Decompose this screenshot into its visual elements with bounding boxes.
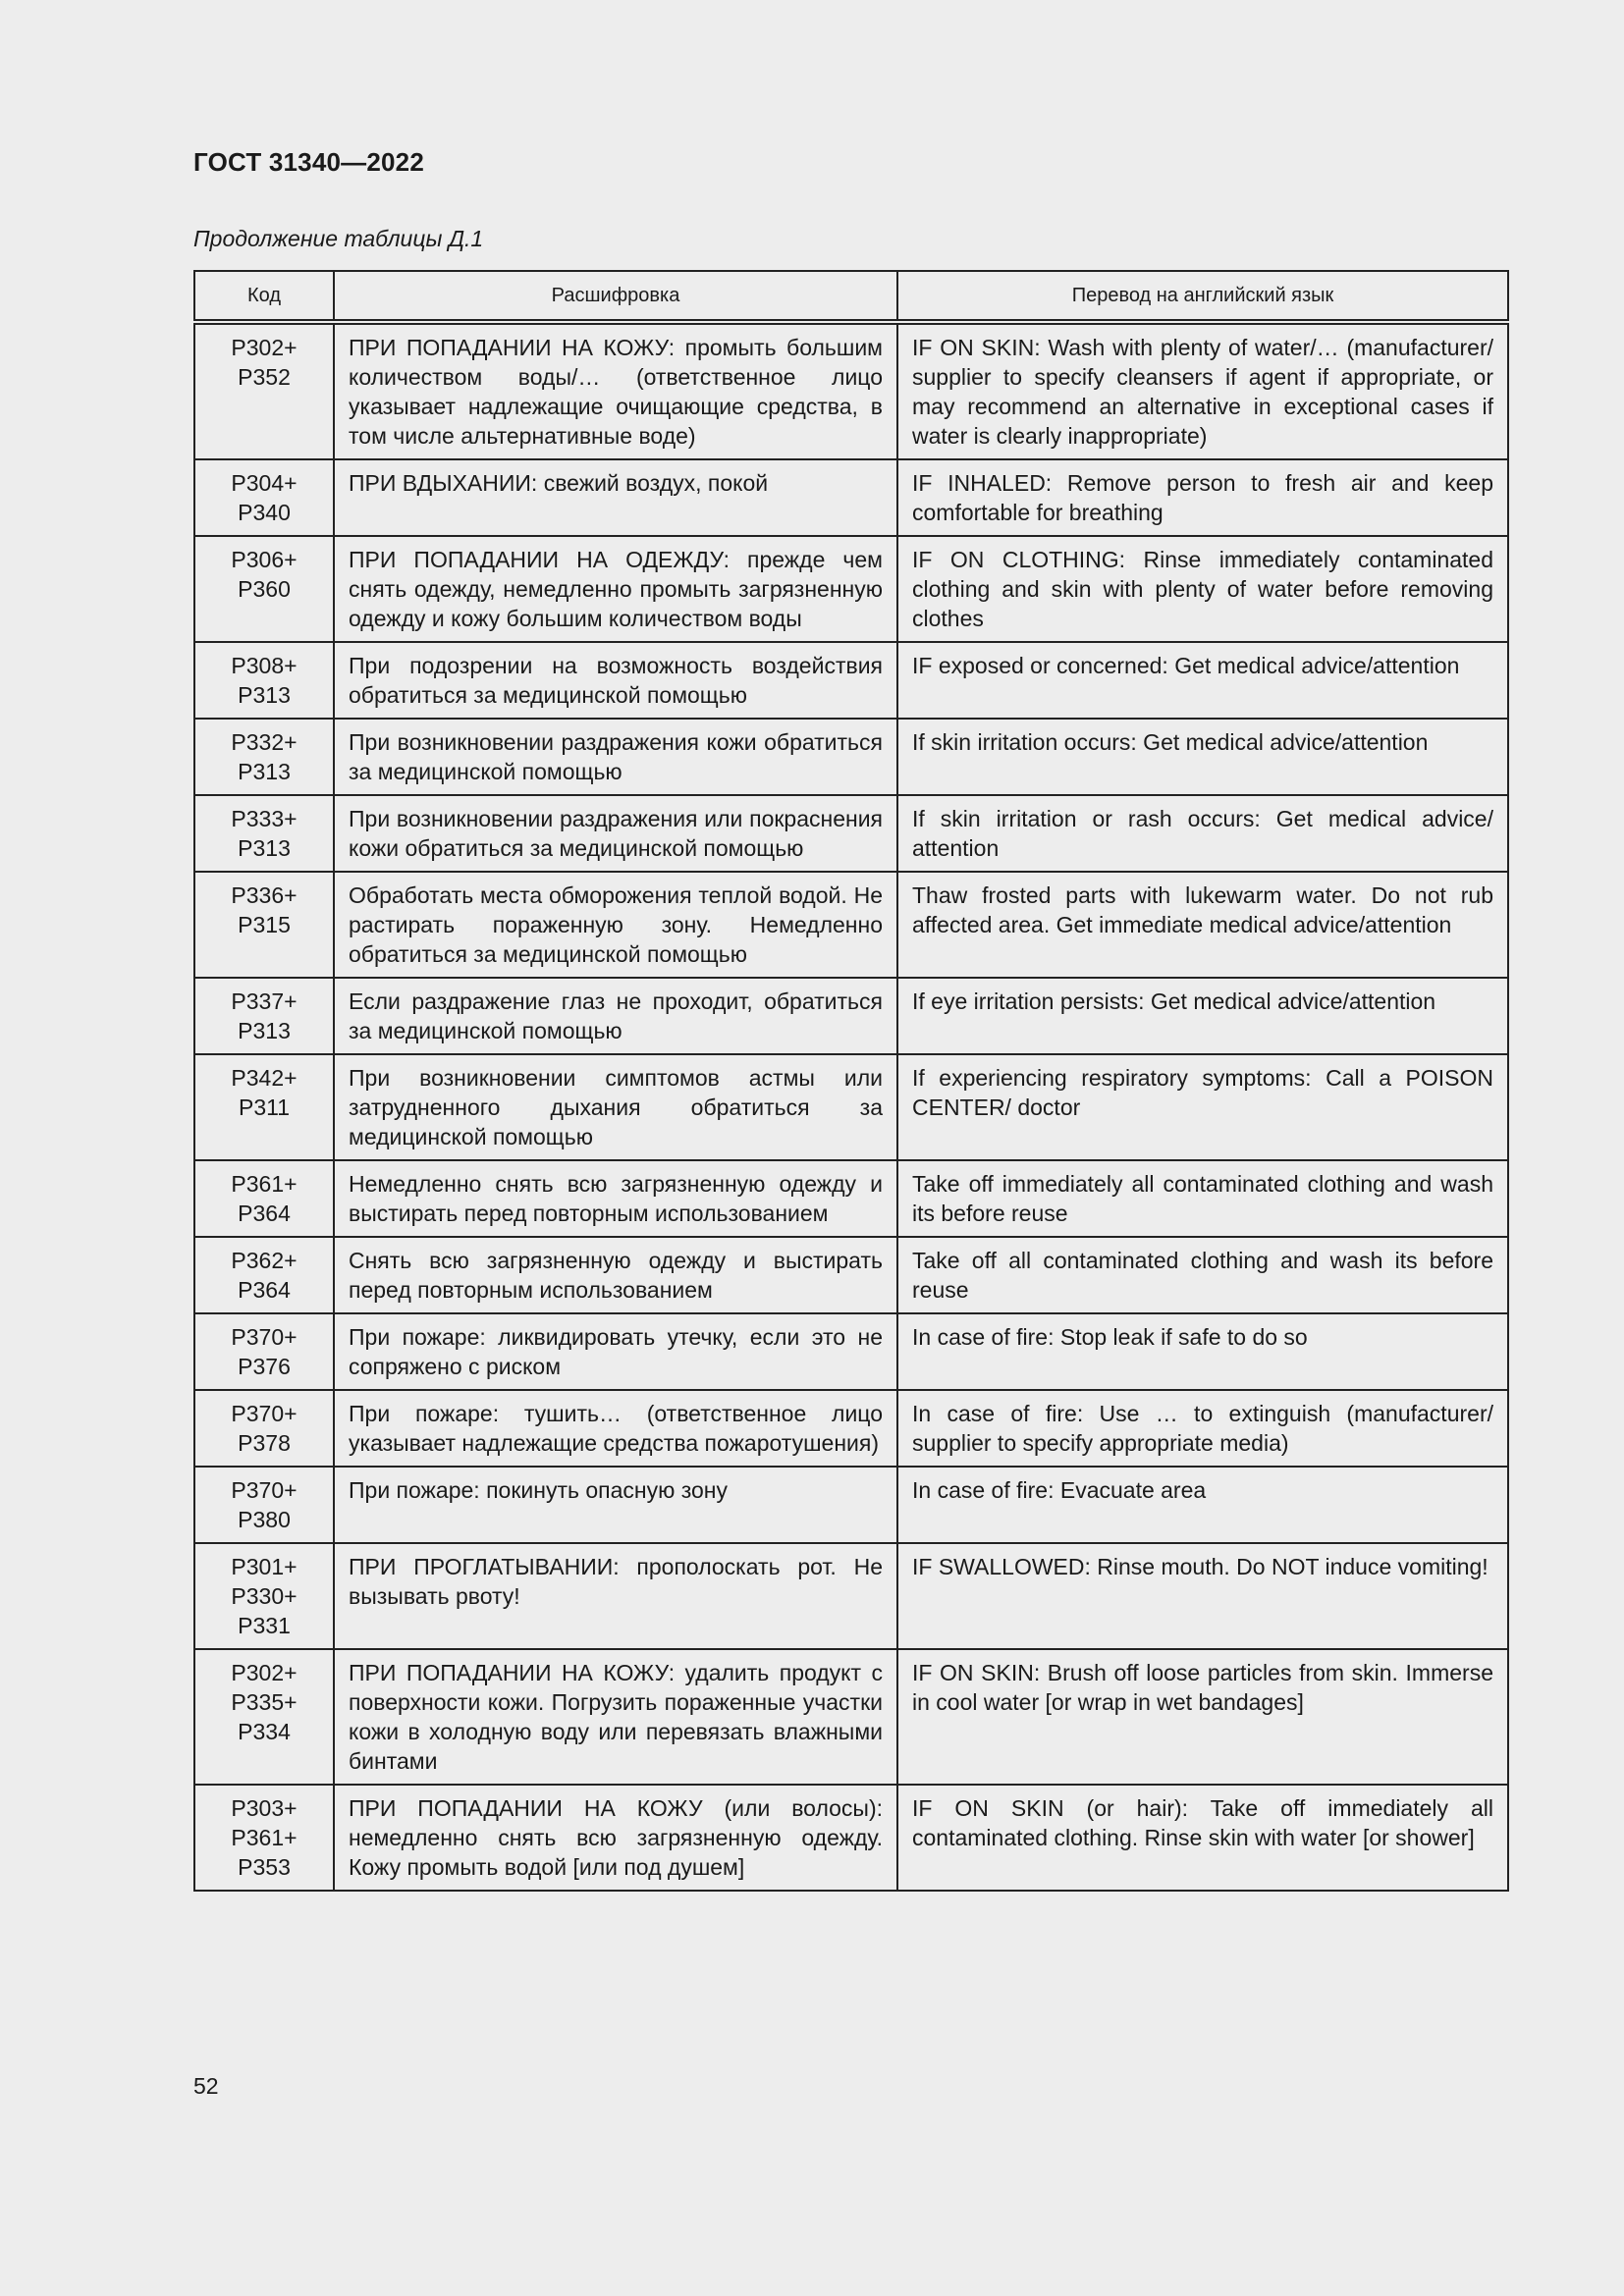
code-line: P342+ — [231, 1065, 298, 1091]
translation-cell: Thaw frosted parts with lukewarm water. Do not rub affected area. Get immediate medical advice/attention — [897, 872, 1508, 978]
table-row — [194, 1467, 1508, 1543]
translation-cell: Take off immediately all contaminated clothing and wash its before reuse — [897, 1160, 1508, 1237]
code-line: P336+ — [231, 882, 298, 908]
table-row — [194, 1313, 1508, 1390]
code-line: P313 — [238, 1018, 291, 1043]
decoding-cell: Если раздражение глаз не проходит, обратиться за медицинской помощью — [334, 978, 897, 1054]
code-line: P301+ — [231, 1554, 298, 1579]
code-cell — [194, 1237, 334, 1313]
code-cell — [194, 978, 334, 1054]
decoding-cell: ПРИ ПОПАДАНИИ НА КОЖУ: промыть большим количеством воды/… (ответственное лицо указывает надлежащие очищающие средства, в том числе альтернативные воде) — [334, 322, 897, 459]
translation-cell: IF SWALLOWED: Rinse mouth. Do NOT induce vomiting! — [897, 1543, 1508, 1649]
code-cell — [194, 1785, 334, 1891]
code-line: P334 — [238, 1719, 291, 1744]
table-row — [194, 1543, 1508, 1649]
code-cell — [194, 642, 334, 719]
column-header-translation: Перевод на английский язык — [897, 271, 1508, 322]
code-cell — [194, 1543, 334, 1649]
code-line: P304+ — [231, 470, 298, 496]
document-id: ГОСТ 31340—2022 — [193, 147, 424, 177]
code-line: P340 — [238, 500, 291, 525]
translation-cell: IF ON SKIN (or hair): Take off immediately all contaminated clothing. Rinse skin with water [or shower] — [897, 1785, 1508, 1891]
code-cell — [194, 322, 334, 459]
translation-cell: In case of fire: Use … to extinguish (manufacturer/ supplier to specify appropriate media) — [897, 1390, 1508, 1467]
code-cell — [194, 1649, 334, 1785]
column-header-decoding: Расшифровка — [334, 271, 897, 322]
code-line: P362+ — [231, 1248, 298, 1273]
code-cell — [194, 795, 334, 872]
table-row — [194, 322, 1508, 459]
decoding-cell: Снять всю загрязненную одежду и выстирать перед повторным использованием — [334, 1237, 897, 1313]
decoding-cell: При возникновении раздражения кожи обратиться за медицинской помощью — [334, 719, 897, 795]
translation-cell: If skin irritation occurs: Get medical advice/attention — [897, 719, 1508, 795]
translation-cell: If experiencing respiratory symptoms: Call a POISON CENTER/ doctor — [897, 1054, 1508, 1160]
decoding-cell: ПРИ ПОПАДАНИИ НА КОЖУ: удалить продукт с поверхности кожи. Погрузить пораженные участки кожи в холодную воду или перевязать влажными бинтами — [334, 1649, 897, 1785]
table-row — [194, 1237, 1508, 1313]
code-cell — [194, 872, 334, 978]
translation-cell: In case of fire: Evacuate area — [897, 1467, 1508, 1543]
page-number: 52 — [193, 2073, 219, 2099]
translation-cell: IF ON SKIN: Brush off loose particles from skin. Immerse in cool water [or wrap in wet bandages] — [897, 1649, 1508, 1785]
code-line: P335+ — [231, 1689, 298, 1715]
decoding-cell: При пожаре: покинуть опасную зону — [334, 1467, 897, 1543]
table-row — [194, 1390, 1508, 1467]
table-row — [194, 536, 1508, 642]
code-line: P376 — [238, 1354, 291, 1379]
table-row — [194, 1160, 1508, 1237]
code-line: P308+ — [231, 653, 298, 678]
code-cell — [194, 719, 334, 795]
translation-cell: IF ON CLOTHING: Rinse immediately contaminated clothing and skin with plenty of water before removing clothes — [897, 536, 1508, 642]
column-header-code: Код — [194, 271, 334, 322]
code-line: P303+ — [231, 1795, 298, 1821]
decoding-cell: Немедленно снять всю загрязненную одежду и выстирать перед повторным использованием — [334, 1160, 897, 1237]
code-cell — [194, 459, 334, 536]
decoding-cell: ПРИ ПОПАДАНИИ НА ОДЕЖДУ: прежде чем снять одежду, немедленно промыть загрязненную одежду и кожу большим количеством воды — [334, 536, 897, 642]
table-row — [194, 719, 1508, 795]
code-line: P352 — [238, 364, 291, 390]
decoding-cell: ПРИ ВДЫХАНИИ: свежий воздух, покой — [334, 459, 897, 536]
code-line: P302+ — [231, 1660, 298, 1685]
table-header-row — [194, 271, 1508, 322]
code-line: P378 — [238, 1430, 291, 1456]
code-cell — [194, 1390, 334, 1467]
table-row — [194, 642, 1508, 719]
table-row — [194, 459, 1508, 536]
decoding-cell: ПРИ ПОПАДАНИИ НА КОЖУ (или волосы): немедленно снять всю загрязненную одежду. Кожу промыть водой [или под душем] — [334, 1785, 897, 1891]
table-row — [194, 978, 1508, 1054]
code-line: P337+ — [231, 988, 298, 1014]
code-cell — [194, 1054, 334, 1160]
table-row — [194, 1054, 1508, 1160]
decoding-cell: При возникновении раздражения или покраснения кожи обратиться за медицинской помощью — [334, 795, 897, 872]
code-line: P370+ — [231, 1324, 298, 1350]
code-cell — [194, 1467, 334, 1543]
code-cell — [194, 1313, 334, 1390]
code-cell — [194, 536, 334, 642]
decoding-cell: Обработать места обморожения теплой водой. Не растирать пораженную зону. Немедленно обратиться за медицинской помощью — [334, 872, 897, 978]
code-line: P306+ — [231, 547, 298, 572]
translation-cell: If skin irritation or rash occurs: Get medical advice/ attention — [897, 795, 1508, 872]
code-line: P330+ — [231, 1583, 298, 1609]
decoding-cell: При пожаре: ликвидировать утечку, если это не сопряжено с риском — [334, 1313, 897, 1390]
code-line: P364 — [238, 1201, 291, 1226]
table-row — [194, 1785, 1508, 1891]
code-line: P380 — [238, 1507, 291, 1532]
translation-cell: IF INHALED: Remove person to fresh air and keep comfortable for breathing — [897, 459, 1508, 536]
code-line: P333+ — [231, 806, 298, 831]
decoding-cell: При подозрении на возможность воздействия обратиться за медицинской помощью — [334, 642, 897, 719]
table-row — [194, 872, 1508, 978]
code-line: P361+ — [231, 1825, 298, 1850]
table-body — [194, 322, 1508, 1891]
decoding-cell: При возникновении симптомов астмы или затрудненного дыхания обратиться за медицинской помощью — [334, 1054, 897, 1160]
hazard-code-table — [193, 270, 1509, 1892]
translation-cell: Take off all contaminated clothing and wash its before reuse — [897, 1237, 1508, 1313]
code-cell — [194, 1160, 334, 1237]
code-line: P313 — [238, 759, 291, 784]
code-line: P361+ — [231, 1171, 298, 1197]
translation-cell: IF exposed or concerned: Get medical advice/attention — [897, 642, 1508, 719]
table-row — [194, 795, 1508, 872]
code-line: P313 — [238, 835, 291, 861]
decoding-cell: При пожаре: тушить… (ответственное лицо указывает надлежащие средства пожаротушения) — [334, 1390, 897, 1467]
code-line: P331 — [238, 1613, 291, 1638]
code-line: P332+ — [231, 729, 298, 755]
code-line: P302+ — [231, 335, 298, 360]
code-line: P311 — [238, 1095, 290, 1120]
code-line: P313 — [238, 682, 291, 708]
translation-cell: IF ON SKIN: Wash with plenty of water/… (manufacturer/ supplier to specify cleansers if agent if appropriate, or may recommend an alternative in exceptional cases if water is clearly inappropriate) — [897, 322, 1508, 459]
translation-cell: If eye irritation persists: Get medical advice/attention — [897, 978, 1508, 1054]
decoding-cell: ПРИ ПРОГЛАТЫВАНИИ: прополоскать рот. Не вызывать рвоту! — [334, 1543, 897, 1649]
code-line: P364 — [238, 1277, 291, 1303]
code-line: P353 — [238, 1854, 291, 1880]
code-line: P315 — [238, 912, 291, 937]
code-line: P360 — [238, 576, 291, 602]
translation-cell: In case of fire: Stop leak if safe to do so — [897, 1313, 1508, 1390]
code-line: P370+ — [231, 1401, 298, 1426]
table-caption: Продолжение таблицы Д.1 — [193, 226, 484, 251]
table-row — [194, 1649, 1508, 1785]
code-line: P370+ — [231, 1477, 298, 1503]
